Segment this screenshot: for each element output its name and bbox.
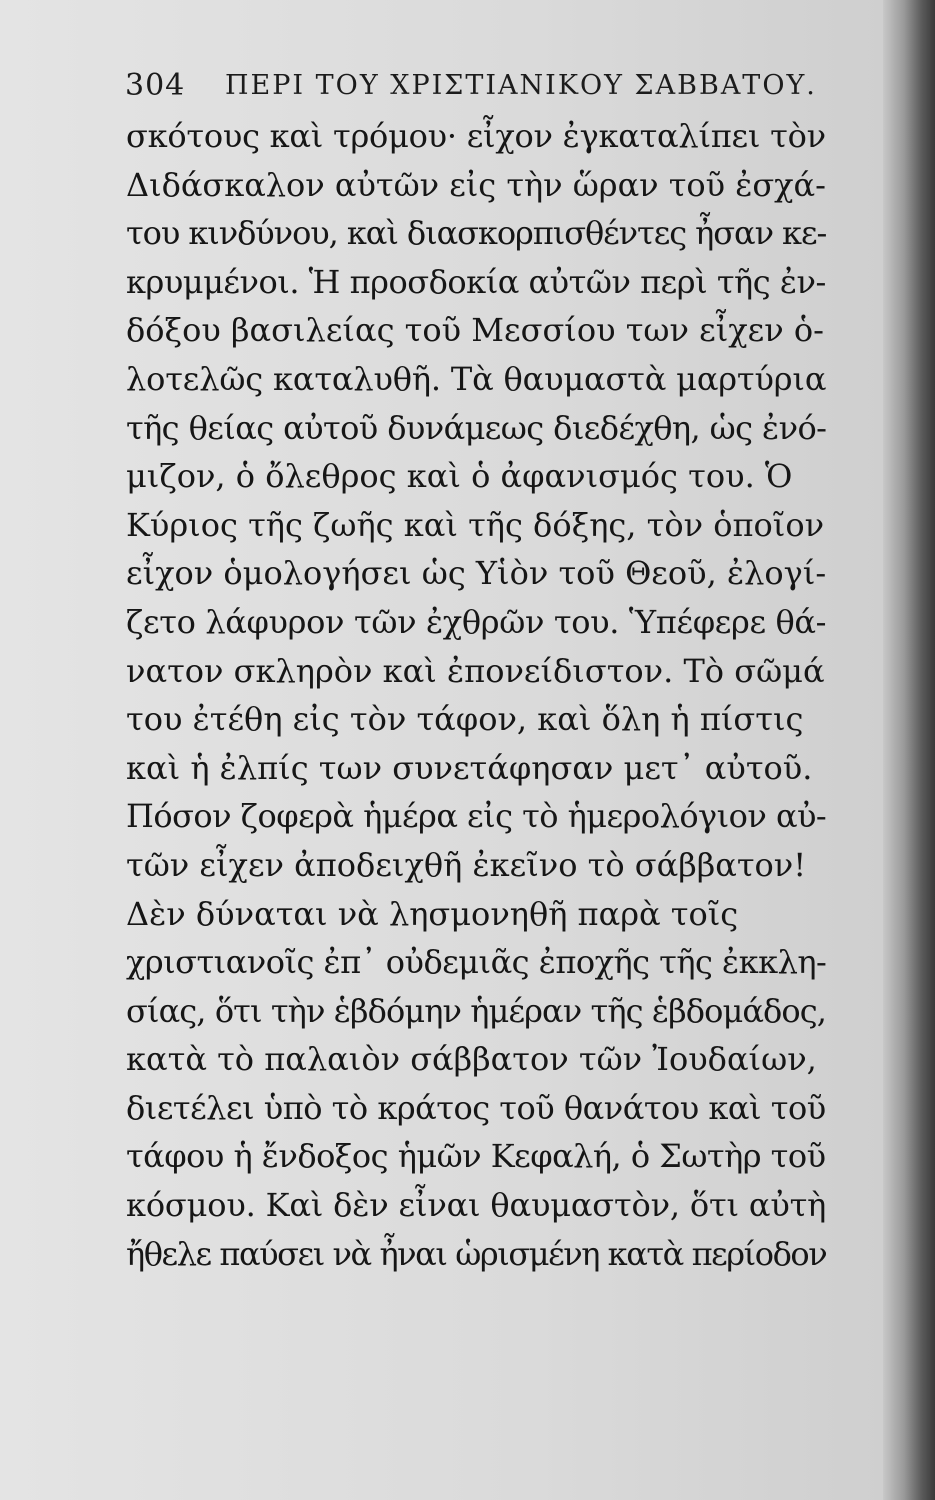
text-line: διετέλει ὑπὸ τὸ κράτος τοῦ θανάτου καὶ τοῦ [126, 1088, 826, 1127]
body-text [126, 112, 826, 1278]
running-title: ΠΕΡΙ ΤΟΥ ΧΡΙΣΤΙΑΝΙΚΟΥ ΣΑΒΒΑΤΟΥ. [225, 70, 817, 101]
text-line: κόσμου. Καὶ δὲν εἶναι θαυμαστὸν, ὅτι αὐτὴ [126, 1186, 826, 1225]
text-line: σίας, ὅτι τὴν ἑβδόμην ἡμέραν τῆς ἑβδομάδος, [126, 991, 826, 1030]
text-line: εἶχον ὁμολογήσει ὡς Υἱὸν τοῦ Θεοῦ, ἐλογί- [126, 554, 826, 593]
text-line: του ἐτέθη εἰς τὸν τάφον, καὶ ὅλη ἡ πίστις [126, 700, 804, 739]
page-header [125, 60, 817, 110]
text-line: Δὲν δύναται νὰ λησμονηθῆ παρὰ τοῖς [126, 894, 739, 933]
text-line: Διδάσκαλον αὐτῶν εἰς τὴν ὥραν τοῦ ἐσχά- [126, 165, 826, 204]
text-line: Πόσον ζοφερὰ ἡμέρα εἰς τὸ ἡμερολόγιον αὐ- [126, 797, 826, 836]
text-line: νατον σκληρὸν καὶ ἐπονείδιστον. Τὸ σῶμά [126, 651, 825, 690]
text-line: σκότους καὶ τρόμου· εἶχον ἐγκαταλίπει τὸν [126, 117, 826, 155]
text-line: καὶ ἡ ἐλπίς των συνετάφησαν μετ᾽ αὐτοῦ. [126, 748, 813, 787]
text-line: τάφου ἡ ἔνδοξος ἡμῶν Κεφαλή, ὁ Σωτὴρ τοῦ [126, 1137, 826, 1176]
text-line: χριστιανοῖς ἐπ᾽ οὐδεμιᾶς ἐποχῆς τῆς ἐκκλη- [126, 943, 826, 982]
book-spine-shadow [883, 0, 935, 1500]
text-line: του κινδύνου, καὶ διασκορπισθέντες ἦσαν κε- [126, 214, 826, 253]
text-line: ζετο λάφυρον τῶν ἐχθρῶν του. Ὑπέφερε θά- [126, 602, 826, 641]
text-line: Κύριος τῆς ζωῆς καὶ τῆς δόξης, τὸν ὁποῖον [126, 505, 825, 544]
text-line: λοτελῶς καταλυθῆ. Τὰ θαυμαστὰ μαρτύρια [126, 359, 826, 398]
text-line: ἤθελε παύσει νὰ ἦναι ὡρισμένη κατὰ περίοδον [126, 1234, 826, 1273]
text-line: κατὰ τὸ παλαιὸν σάββατον τῶν Ἰουδαίων, [126, 1040, 817, 1079]
text-line: τῆς θείας αὐτοῦ δυνάμεως διεδέχθη, ὡς ἐνό- [126, 408, 826, 447]
text-line: τῶν εἶχεν ἀποδειχθῆ ἐκεῖνο τὸ σάββατον! [126, 845, 807, 884]
text-line: μιζον, ὁ ὄλεθρος καὶ ὁ ἀφανισμός του. Ὁ [126, 457, 793, 496]
text-line: δόξου βασιλείας τοῦ Μεσσίου των εἶχεν ὁ- [126, 311, 824, 350]
text-line: κρυμμένοι. Ἡ προσδοκία αὐτῶν περὶ τῆς ἐν- [126, 262, 826, 301]
page-number: 304 [125, 68, 186, 103]
